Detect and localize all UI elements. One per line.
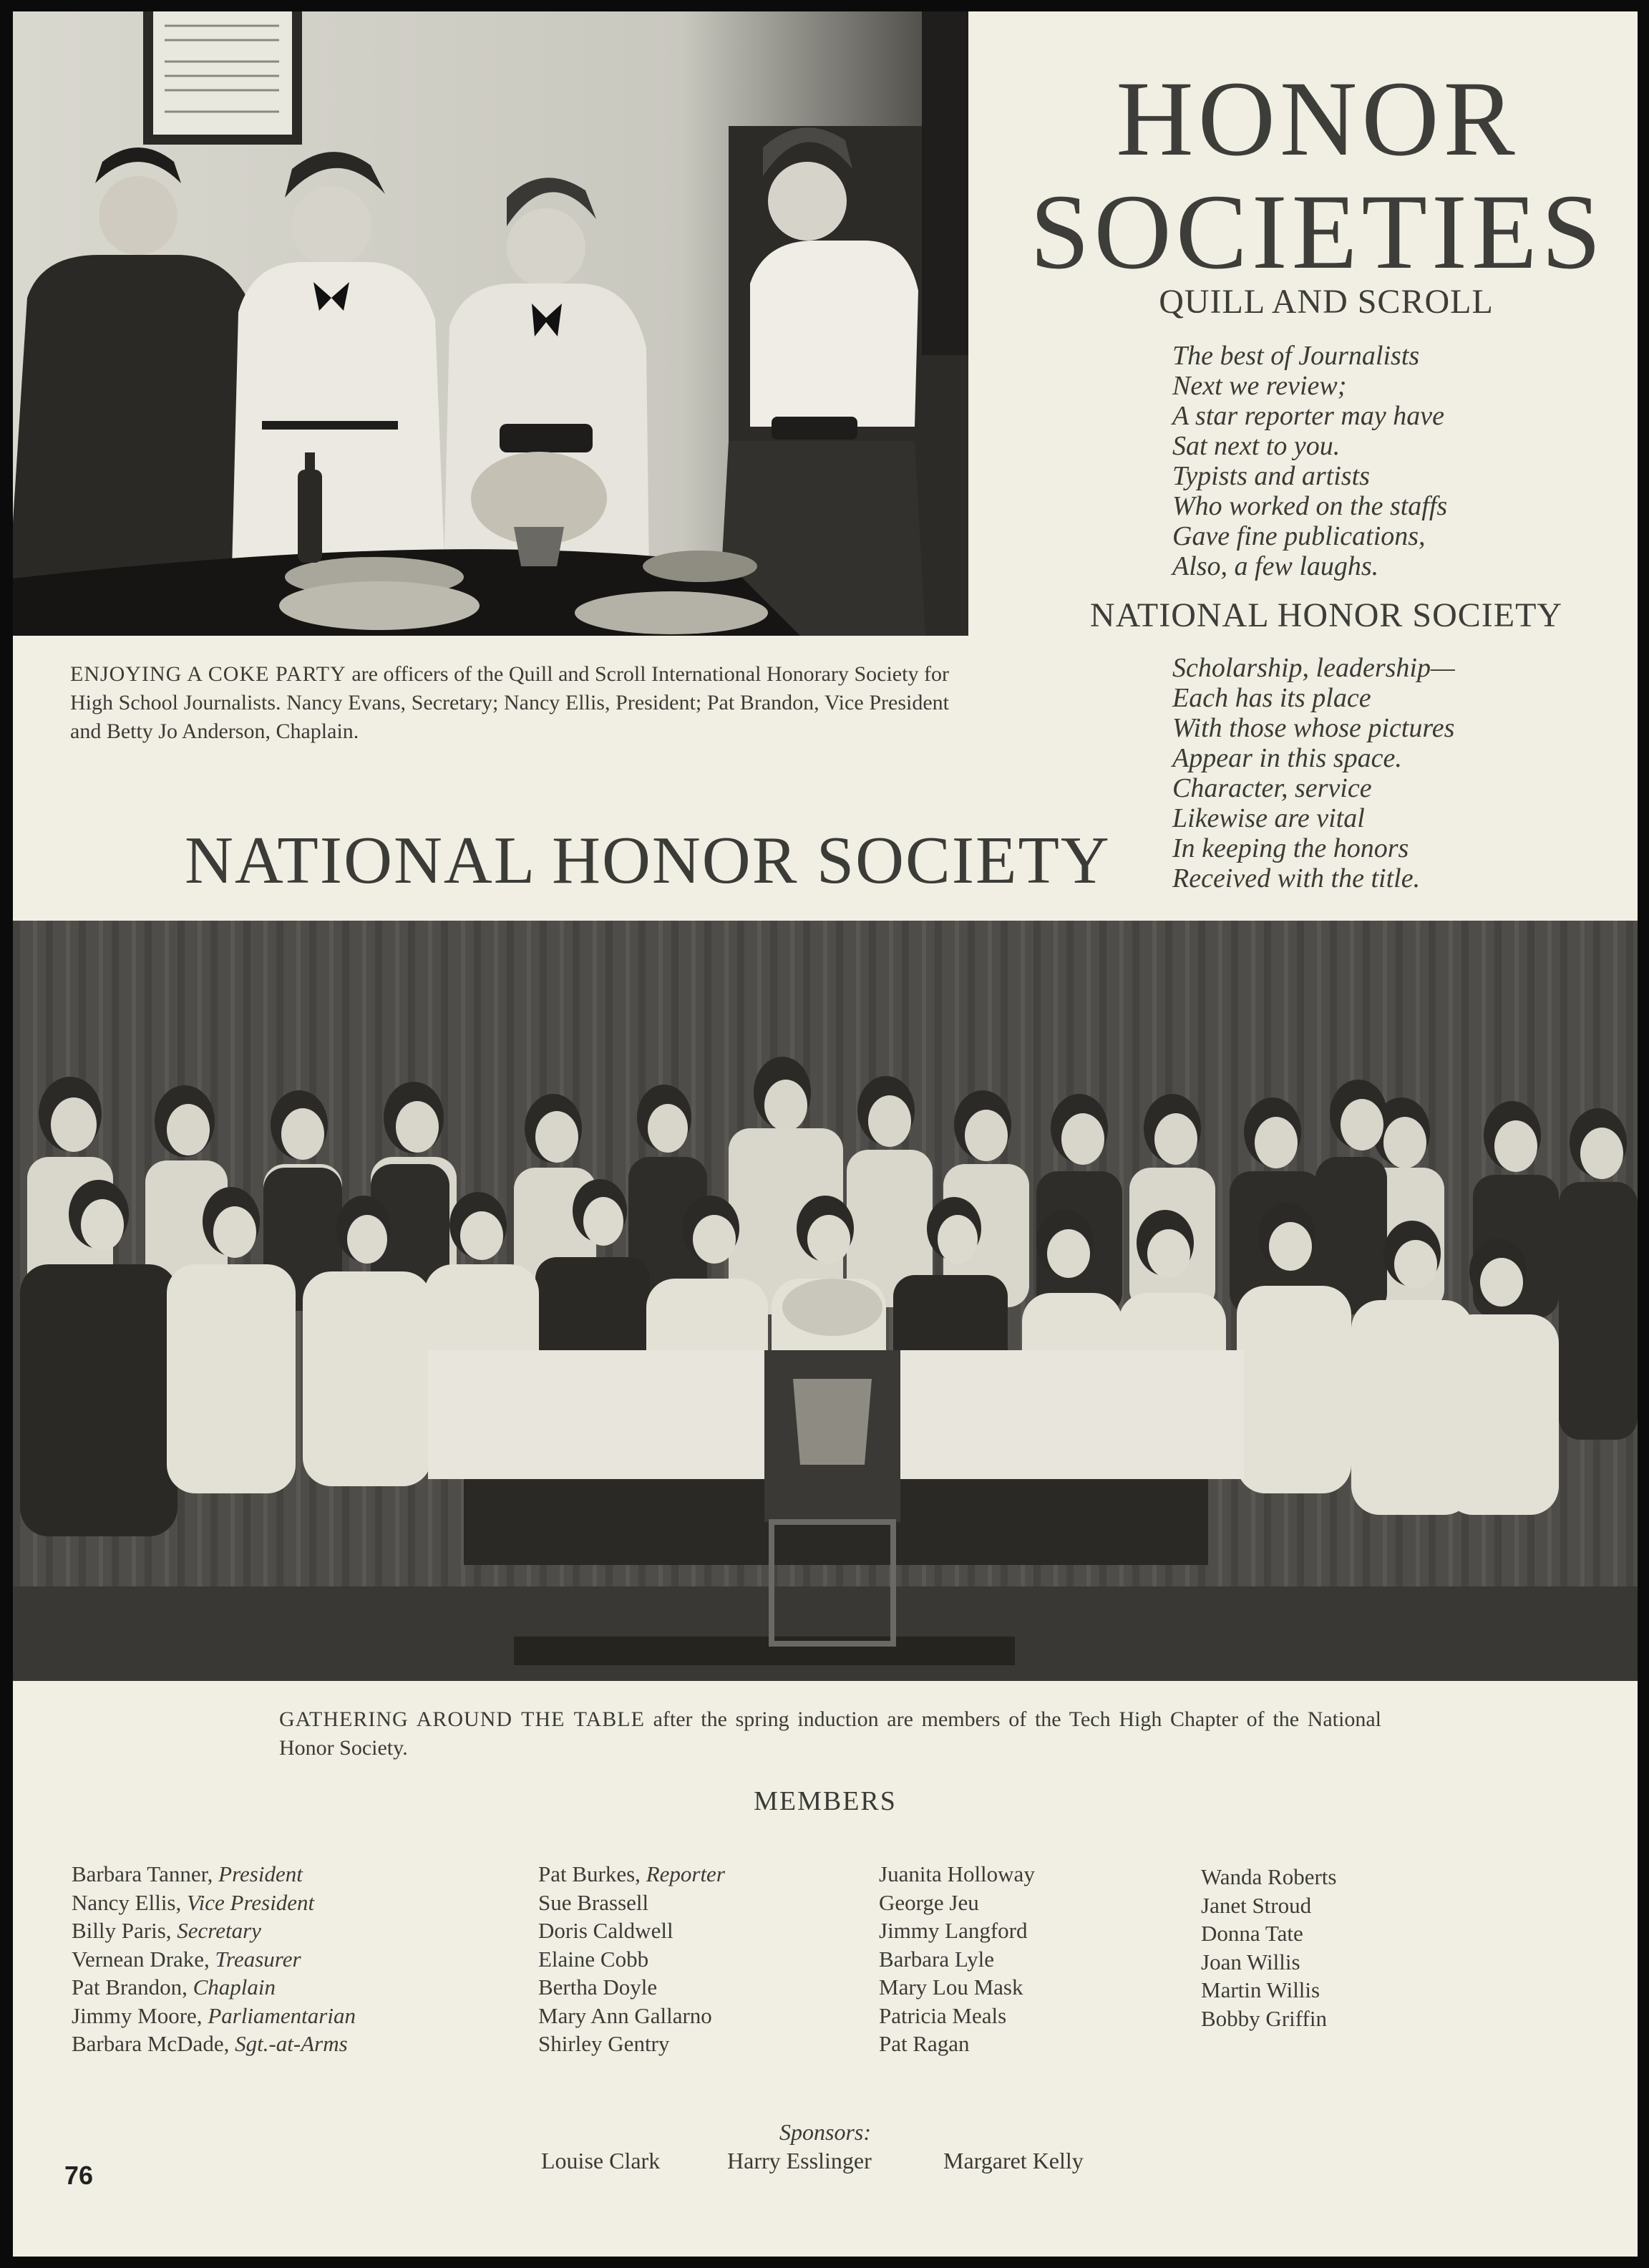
sponsor-name: Harry Esslinger	[727, 2148, 872, 2174]
page-title-honor: HONOR	[1116, 59, 1519, 178]
poem-line: With those whose pictures	[1172, 713, 1455, 743]
list-item: Vernean Drake, Treasurer	[72, 1946, 301, 1972]
poem-line: A star reporter may have	[1172, 401, 1444, 431]
list-item: Barbara Tanner, President	[72, 1861, 303, 1886]
coke-party-photo	[13, 11, 968, 636]
sponsor-name: Margaret Kelly	[943, 2148, 1084, 2174]
nhs-group-photo	[13, 921, 1638, 1681]
members-column-2	[538, 1860, 725, 2058]
list-item: Donna Tate	[1201, 1921, 1303, 1946]
list-item: Pat Ragan	[879, 2031, 970, 2056]
quill-and-scroll-heading: QUILL AND SCROLL	[1159, 283, 1494, 321]
list-item: Barbara McDade, Sgt.-at-Arms	[72, 2031, 348, 2056]
list-item: Shirley Gentry	[538, 2031, 670, 2056]
list-item: Sue Brassell	[538, 1889, 649, 1915]
poem-line: Appear in this space.	[1172, 743, 1402, 773]
poem-line: Character, service	[1172, 773, 1372, 803]
page-title-societies: SOCIETIES	[1030, 173, 1605, 291]
coke-party-caption	[70, 660, 949, 746]
coke-party-photo-image	[13, 11, 968, 636]
poem-line: Who worked on the staffs	[1172, 491, 1448, 521]
caption-lead: GATHERING AROUND THE TABLE	[279, 1707, 645, 1731]
poem-line: Typists and artists	[1172, 461, 1370, 491]
list-item: George Jeu	[879, 1889, 979, 1915]
sponsors-label: Sponsors:	[779, 2119, 871, 2145]
poem-line: The best of Journalists	[1172, 341, 1420, 371]
list-item: Doris Caldwell	[538, 1918, 673, 1943]
nhs-poem	[1172, 653, 1455, 893]
list-item: Bobby Griffin	[1201, 2005, 1327, 2031]
list-item: Pat Brandon, Chaplain	[72, 1974, 276, 2000]
list-item: Elaine Cobb	[538, 1946, 649, 1972]
group-photo-caption	[279, 1705, 1381, 1763]
poem-line: Also, a few laughs.	[1172, 551, 1379, 581]
members-officers-column	[72, 1860, 356, 2058]
poem-line: Scholarship, leadership—	[1172, 653, 1455, 683]
caption-text: are officers of the Quill and Scroll International Honorary Society for High School Journalists. Nancy Evans, Secretary; Nancy Ellis, President; Pat Brandon, Vice President and Betty Jo Anderson, Chaplain.	[70, 662, 949, 743]
list-item: Juanita Holloway	[879, 1861, 1035, 1886]
list-item: Billy Paris, Secretary	[72, 1918, 261, 1943]
list-item: Joan Willis	[1201, 1949, 1300, 1974]
quill-poem	[1172, 341, 1447, 581]
list-item: Mary Ann Gallarno	[538, 2002, 712, 2028]
list-item: Mary Lou Mask	[879, 1974, 1023, 2000]
poem-line: Gave fine publications,	[1172, 521, 1426, 551]
members-column-3	[879, 1860, 1035, 2058]
poem-line: Received with the title.	[1172, 863, 1421, 893]
nhs-group-photo-image	[13, 921, 1638, 1681]
list-item: Pat Burkes, Reporter	[538, 1861, 725, 1886]
caption-text: after the spring induction are members of the Tech High Chapter of the National Honor Society.	[279, 1707, 1382, 1760]
poem-line: Sat next to you.	[1172, 431, 1341, 461]
list-item: Barbara Lyle	[879, 1946, 994, 1972]
members-heading: MEMBERS	[754, 1786, 897, 1816]
yearbook-page	[13, 11, 1638, 2257]
members-column-4	[1201, 1863, 1336, 2032]
list-item: Bertha Doyle	[538, 1974, 658, 2000]
list-item: Jimmy Langford	[879, 1918, 1028, 1943]
page-number: 76	[64, 2161, 94, 2190]
list-item: Janet Stroud	[1201, 1892, 1312, 1918]
poem-line: Next we review;	[1172, 371, 1347, 401]
poem-line: Each has its place	[1172, 683, 1371, 713]
poem-line: In keeping the honors	[1172, 833, 1409, 863]
list-item: Wanda Roberts	[1201, 1864, 1337, 1889]
list-item: Patricia Meals	[879, 2002, 1007, 2028]
poem-line: Likewise are vital	[1172, 803, 1365, 833]
nhs-small-heading: NATIONAL HONOR SOCIETY	[1089, 596, 1563, 634]
sponsor-name: Louise Clark	[541, 2148, 661, 2174]
nhs-big-heading: NATIONAL HONOR SOCIETY	[185, 823, 1111, 898]
list-item: Jimmy Moore, Parliamentarian	[72, 2002, 356, 2028]
caption-lead: ENJOYING A COKE PARTY	[70, 662, 346, 686]
list-item: Martin Willis	[1201, 1977, 1320, 2002]
list-item: Nancy Ellis, Vice President	[72, 1889, 315, 1915]
